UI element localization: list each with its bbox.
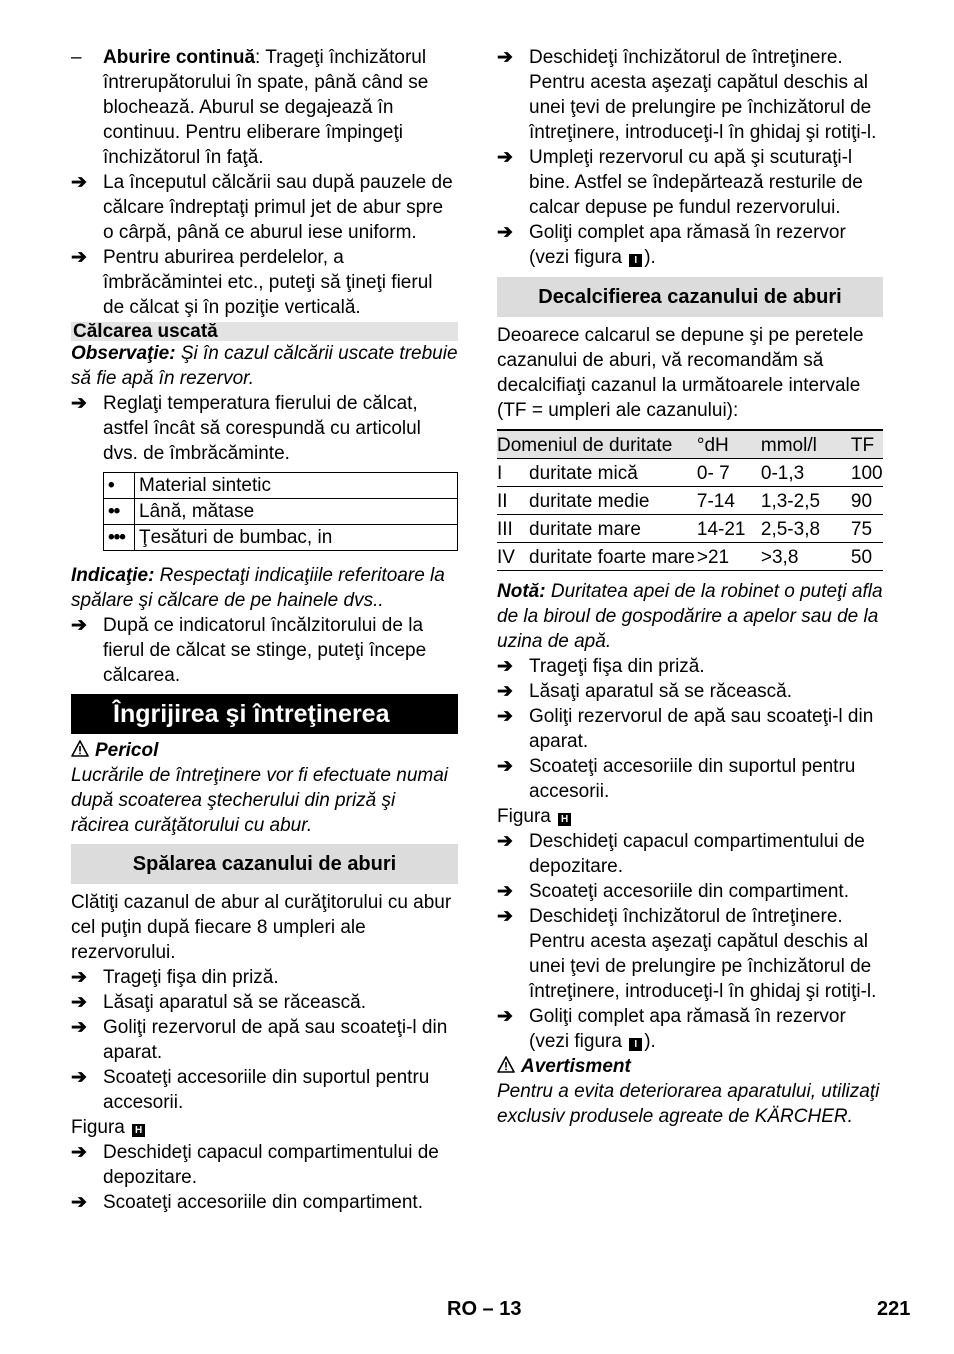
rinse-steps-2 <box>71 1140 458 1215</box>
warning-label: Avertisment <box>521 1056 631 1077</box>
steps-a <box>497 654 883 804</box>
arrow-icon: ➔ <box>497 147 513 168</box>
arrow-icon: ➔ <box>497 906 513 927</box>
table-row <box>497 459 883 487</box>
cell-dh: >21 <box>697 543 761 571</box>
list-item-text: Deschideţi închizătorul de întreţinere. Pentru acesta aşezaţi capătul deschis al unei ţevi de prelungire pe închizătorul de întreţinere, introduceţi-l în ghidaj şi rotiţi-l. <box>529 906 877 1002</box>
arrow-icon: ➔ <box>497 47 513 68</box>
steam-continuous-text: : Trageţi închizătorul întrerupătorului în spate, până când se blochează. Aburul se degajează în continuu. Pentru eliberare împingeţi închizătorul în faţă. <box>103 47 429 168</box>
indication-label: Indicaţie: <box>71 565 155 586</box>
arrow-icon: ➔ <box>71 393 87 414</box>
right-column <box>497 45 883 1129</box>
cell-tf: 50 <box>851 543 883 571</box>
bullets-1 <box>71 170 458 320</box>
list-item <box>497 679 883 704</box>
list-item <box>497 754 883 804</box>
arrow-icon: ➔ <box>71 1017 87 1038</box>
figure-reference-icon: I <box>629 254 642 267</box>
fabric-symbol: •• <box>104 499 135 525</box>
observation-note <box>71 341 458 391</box>
list-item-text: Lăsaţi aparatul să se răcească. <box>529 681 792 702</box>
rinse-steps <box>71 965 458 1115</box>
danger-heading <box>71 738 458 763</box>
cell-dh: 7-14 <box>697 487 761 515</box>
list-item <box>71 1065 458 1115</box>
list-item-text: Trageţi fişa din priză. <box>103 967 279 988</box>
cell-num: II <box>497 487 529 515</box>
cell-mmol: 1,3-2,5 <box>761 487 851 515</box>
note-paragraph <box>497 579 883 654</box>
table-row <box>497 543 883 571</box>
list-item-text: După ce indicatorul încălzitorului de la fierul de călcat se stinge, puteţi începe călcarea. <box>103 615 427 686</box>
bullets-2 <box>71 391 458 466</box>
steps-top <box>497 45 883 220</box>
list-item-text: Scoateţi accesoriile din compartiment. <box>529 881 849 902</box>
bullets-3 <box>71 613 458 688</box>
arrow-icon: ➔ <box>497 706 513 727</box>
list-item <box>497 654 883 679</box>
descale-intro: Deoarece calcarul se depune şi pe peretele cazanului de aburi, vă recomandăm să decalcifiaţi cazanul la următoarele intervale (TF = umpleri ale cazanului): <box>497 325 864 421</box>
empty-step-text: Goliţi complet apa rămasă în rezervor (vezi figura <box>529 1006 846 1052</box>
steam-continuous-label: Aburire continuă <box>103 47 256 68</box>
table-row <box>497 487 883 515</box>
list-item-text: Deschideţi capacul compartimentului de depozitare. <box>529 831 865 877</box>
warning-text: Pentru a evita deteriorarea aparatului, utilizaţi exclusiv produsele agreate de KÄRCHER. <box>497 1081 880 1127</box>
list-item-text: Scoateţi accesoriile din suportul pentru accesorii. <box>529 756 856 802</box>
list-item-text: Pentru aburirea perdelelor, a îmbrăcămintei etc., puteţi să ţineţi fierul de călcat şi în poziţie verticală. <box>103 247 433 318</box>
steps-b <box>497 829 883 1004</box>
table-row <box>104 525 458 551</box>
figure-label: Figura <box>497 806 551 827</box>
column-header: mmol/l <box>761 430 851 459</box>
danger-label: Pericol <box>95 740 159 761</box>
arrow-icon: ➔ <box>497 1006 513 1027</box>
list-item <box>497 829 883 879</box>
list-item-text: Scoateţi accesoriile din compartiment. <box>103 1192 423 1213</box>
warning-triangle-icon <box>497 1056 515 1074</box>
arrow-icon: ➔ <box>497 831 513 852</box>
empty-tank-step-2 <box>497 1004 883 1054</box>
table-row <box>104 473 458 499</box>
indication-text: Respectaţi indicaţiile referitoare la spălare şi călcare de pe hainele dvs.. <box>71 565 445 611</box>
cell-tf: 90 <box>851 487 883 515</box>
column-header: Domeniul de duritate <box>497 430 697 459</box>
list-item <box>71 1140 458 1190</box>
indication-note <box>71 563 458 613</box>
steam-continuous-item <box>71 45 458 170</box>
arrow-icon: ➔ <box>71 1192 87 1213</box>
dry-ironing-heading: Călcarea uscată <box>71 322 458 341</box>
figure-reference-icon: I <box>629 1038 642 1051</box>
cell-mmol: 2,5-3,8 <box>761 515 851 543</box>
list-item-text: Goliţi rezervorul de apă sau scoateţi-l din aparat. <box>529 706 874 752</box>
cell-mmol: 0-1,3 <box>761 459 851 487</box>
arrow-icon: ➔ <box>497 222 513 243</box>
cell-name: duritate medie <box>529 487 697 515</box>
list-item-text: Lăsaţi aparatul să se răcească. <box>103 992 366 1013</box>
list-item <box>71 245 458 320</box>
hardness-table <box>497 429 883 571</box>
cell-name: duritate foarte mare <box>529 543 697 571</box>
note-text: Duritatea apei de la robinet o puteţi afla de la biroul de gospodărire a apelor sau de la uzina de apă. <box>497 581 883 652</box>
fabric-label: Material sintetic <box>135 473 458 499</box>
list-item-text: La începutul călcării sau după pauzele de călcare îndreptaţi primul jet de abur spre o cârpă, până ce aburul iese uniform. <box>103 172 453 243</box>
list-item <box>497 904 883 1004</box>
list-item-text: Reglaţi temperatura fierului de călcat, astfel încât să corespundă cu articolul dvs. de îmbrăcăminte. <box>103 393 421 464</box>
observation-text: Şi în cazul călcării uscate trebuie să fie apă în rezervor. <box>71 343 458 389</box>
arrow-icon: ➔ <box>71 247 87 268</box>
table-row <box>104 499 458 525</box>
list-item <box>497 704 883 754</box>
empty-tank-step <box>497 220 883 270</box>
care-maintenance-title: Îngrijirea şi întreţinerea <box>71 694 458 734</box>
list-item <box>71 990 458 1015</box>
empty-step-end: ). <box>644 1031 656 1052</box>
cell-tf: 100 <box>851 459 883 487</box>
list-item <box>71 613 458 688</box>
arrow-icon: ➔ <box>497 881 513 902</box>
arrow-icon: ➔ <box>71 172 87 193</box>
figure-reference <box>71 1115 458 1140</box>
list-item <box>71 391 458 466</box>
arrow-icon: ➔ <box>71 615 87 636</box>
list-item <box>497 879 883 904</box>
column-header: TF <box>851 430 883 459</box>
warning-triangle-icon <box>71 740 89 758</box>
dash-marker: – <box>71 47 82 68</box>
rinse-intro: Clătiţi cazanul de abur al curăţitorului cu abur cel puţin după fiecare 8 umpleri ale rezervorului. <box>71 892 452 963</box>
fabric-label: Lână, mătase <box>135 499 458 525</box>
list-item <box>71 1190 458 1215</box>
cell-num: III <box>497 515 529 543</box>
list-item <box>71 170 458 245</box>
cell-name: duritate mare <box>529 515 697 543</box>
arrow-icon: ➔ <box>497 681 513 702</box>
arrow-icon: ➔ <box>497 756 513 777</box>
left-column <box>71 45 458 1215</box>
fabric-symbol: • <box>104 473 135 499</box>
list-item-text: Scoateţi accesoriile din suportul pentru accesorii. <box>103 1067 430 1113</box>
list-item-text: Deschideţi capacul compartimentului de depozitare. <box>103 1142 439 1188</box>
list-item-text: Goliţi rezervorul de apă sau scoateţi-l din aparat. <box>103 1017 448 1063</box>
cell-mmol: >3,8 <box>761 543 851 571</box>
list-item <box>497 145 883 220</box>
arrow-icon: ➔ <box>71 992 87 1013</box>
descale-boiler-heading: Decalcifierea cazanului de aburi <box>497 277 883 317</box>
figure-reference-icon: H <box>132 1124 145 1137</box>
warning-heading <box>497 1054 883 1079</box>
fabric-table <box>103 472 458 551</box>
column-header: °dH <box>697 430 761 459</box>
arrow-icon: ➔ <box>71 967 87 988</box>
danger-text: Lucrările de întreţinere vor fi efectuate numai după scoaterea ştecherului din priză şi răcirea curăţătorului cu abur. <box>71 765 449 836</box>
arrow-icon: ➔ <box>71 1067 87 1088</box>
fabric-label: Ţesături de bumbac, in <box>135 525 458 551</box>
cell-tf: 75 <box>851 515 883 543</box>
list-item <box>497 45 883 145</box>
table-row <box>497 515 883 543</box>
list-item <box>71 965 458 990</box>
cell-num: IV <box>497 543 529 571</box>
arrow-icon: ➔ <box>497 656 513 677</box>
figure-label: Figura <box>71 1117 125 1138</box>
list-item-text: Trageţi fişa din priză. <box>529 656 705 677</box>
cell-num: I <box>497 459 529 487</box>
cell-dh: 0- 7 <box>697 459 761 487</box>
figure-reference-icon: H <box>558 813 571 826</box>
observation-label: Observaţie: <box>71 343 176 364</box>
arrow-icon: ➔ <box>71 1142 87 1163</box>
cell-dh: 14-21 <box>697 515 761 543</box>
footer-section-label: RO – 13 <box>447 1298 522 1320</box>
list-item-text: Umpleţi rezervorul cu apă şi scuturaţi-l bine. Astfel se îndepărtează resturile de calcar depuse pe fundul rezervorului. <box>529 147 863 218</box>
empty-step-text: Goliţi complet apa rămasă în rezervor (vezi figura <box>529 222 846 268</box>
list-item-text: Deschideţi închizătorul de întreţinere. Pentru acesta aşezaţi capătul deschis al unei ţevi de prelungire pe închizătorul de întreţinere, introduceţi-l în ghidaj şi rotiţi-l. <box>529 47 877 143</box>
rinse-boiler-heading: Spălarea cazanului de aburi <box>71 844 458 884</box>
note-label: Notă: <box>497 581 546 602</box>
figure-reference <box>497 804 883 829</box>
list-item <box>71 1015 458 1065</box>
fabric-symbol: ••• <box>104 525 135 551</box>
empty-step-end: ). <box>644 247 656 268</box>
table-header-row <box>497 430 883 459</box>
footer-page-number: 221 <box>877 1298 911 1320</box>
cell-name: duritate mică <box>529 459 697 487</box>
